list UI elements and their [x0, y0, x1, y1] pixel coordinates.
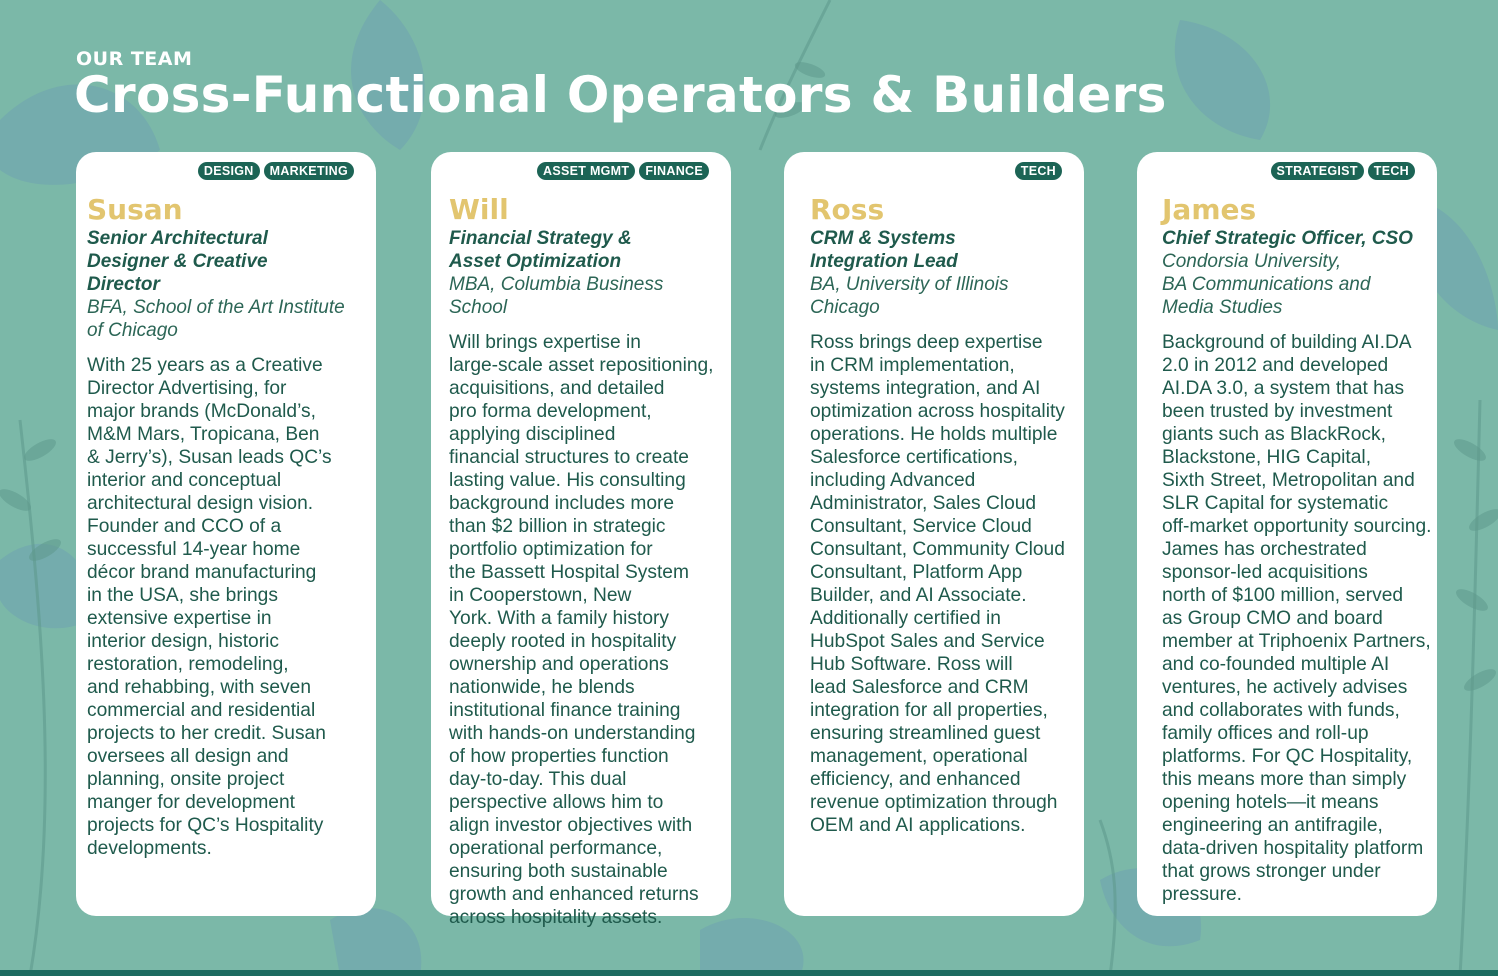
member-role: Senior Architectural Designer & Creative Director: [87, 228, 268, 295]
member-name: James: [1162, 193, 1257, 226]
tag-list: [537, 162, 709, 180]
team-card-ross: [784, 152, 1084, 916]
member-role: Chief Strategic Officer, CSO: [1162, 228, 1413, 249]
member-role: CRM & Systems Integration Lead: [810, 228, 958, 272]
team-card-susan: [76, 152, 376, 916]
tag-marketing: MARKETING: [264, 162, 354, 180]
tag-asset-mgmt: ASSET MGMT: [537, 162, 635, 180]
tag-tech: TECH: [1368, 162, 1415, 180]
section-eyebrow: OUR TEAM: [76, 48, 193, 70]
tag-strategist: STRATEGIST: [1271, 162, 1364, 180]
member-bio: Will brings expertise in large-scale asset repositioning, acquisitions, and detailed pro forma development, applying disciplined financial structures to create lasting value. His consulting background includes more than $2 billion in strategic portfolio optimization for the Bassett Hospital System in Cooperstown, New York. With a family history deeply rooted in hospitality ownership and operations nationwide, he blends institutional finance training with hands-on understanding of how properties function day-to-day. This dual perspective allows him to align investor objectives with operational performance, ensuring both sustainable growth and enhanced returns across hospitality assets.: [449, 332, 714, 928]
tag-design: DESIGN: [198, 162, 260, 180]
tag-list: [1271, 162, 1415, 180]
member-bio: Ross brings deep expertise in CRM implementation, systems integration, and AI optimization across hospitality operations. He holds multiple Salesforce certifications, including Advanced Administrator, Sales Cloud Consultant, Service Cloud Consultant, Community Cloud Consultant, Platform App Builder, and AI Associate. Additionally certified in HubSpot Sales and Service Hub Software. Ross will lead Salesforce and CRM integration for all properties, ensuring streamlined guest management, operational efficiency, and enhanced revenue optimization through OEM and AI applications.: [810, 332, 1065, 836]
member-bio: With 25 years as a Creative Director Advertising, for major brands (McDonald’s, M&M Mars, Tropicana, Ben & Jerry’s), Susan leads QC’s interior and conceptual architectural design vision. Founder and CCO of a successful 14-year home décor brand manufacturing in the USA, she brings extensive expertise in interior design, historic restoration, remodeling, and rehabbing, with seven commercial and residential projects to her credit. Susan oversees all design and planning, onsite project manger for development projects for QC’s Hospitality developments.: [87, 355, 332, 859]
tag-tech: TECH: [1015, 162, 1062, 180]
page-title: Cross-Functional Operators & Builders: [74, 66, 1167, 124]
member-education: BFA, School of the Art Institute of Chicago: [87, 297, 345, 341]
member-role: Financial Strategy & Asset Optimization: [449, 228, 632, 272]
tag-list: [198, 162, 354, 180]
member-education: BA, University of Illinois Chicago: [810, 274, 1009, 318]
team-card-will: [431, 152, 731, 928]
member-name: Susan: [87, 193, 183, 226]
member-education: Condorsia University, BA Communications and Media Studies: [1162, 251, 1371, 318]
member-name: Ross: [810, 193, 885, 226]
tag-finance: FINANCE: [639, 162, 709, 180]
tag-list: [1015, 162, 1062, 180]
member-bio: Background of building AI.DA 2.0 in 2012 and developed AI.DA 3.0, a system that has been trusted by investment giants such as BlackRock, Blackstone, HIG Capital, Sixth Street, Metropolitan and SLR Capital for systematic off-market opportunity sourcing. James has orchestrated sponsor-led acquisitions north of $100 million, served as Group CMO and board member at Triphoenix Partners, and co-founded multiple AI ventures, he actively advises and collaborates with funds, family offices and roll-up platforms. For QC Hospitality, this means more than simply opening hotels—it means engineering an antifragile, data-driven hospitality platform that grows stronger under pressure.: [1162, 332, 1432, 905]
bottom-rule: [0, 970, 1498, 976]
team-card-james: [1137, 152, 1437, 916]
member-name: Will: [449, 193, 509, 226]
member-education: MBA, Columbia Business School: [449, 274, 664, 318]
